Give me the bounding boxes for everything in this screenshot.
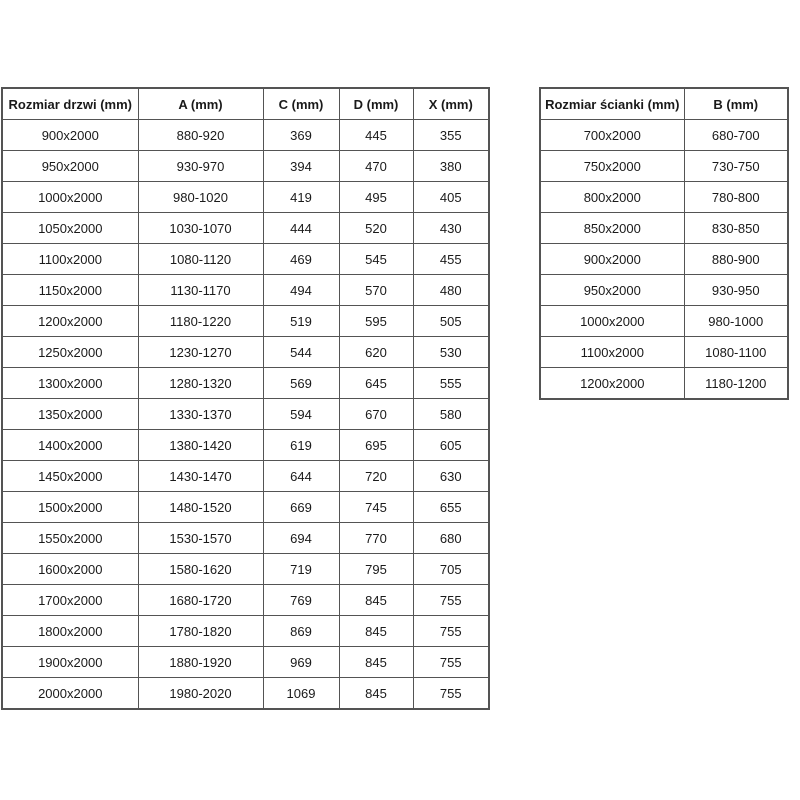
table-cell: 669 xyxy=(263,492,339,523)
table-cell: 700x2000 xyxy=(540,120,684,151)
wall-table-header-row xyxy=(540,88,788,120)
table-cell: 1000x2000 xyxy=(540,306,684,337)
table-cell: 555 xyxy=(413,368,489,399)
table-cell: 1200x2000 xyxy=(540,368,684,400)
table-cell: 1980-2020 xyxy=(138,678,263,710)
table-cell: 1680-1720 xyxy=(138,585,263,616)
table-row xyxy=(2,523,489,554)
table-cell: 730-750 xyxy=(684,151,788,182)
table-cell: 950x2000 xyxy=(540,275,684,306)
table-row xyxy=(2,492,489,523)
table-cell: 850x2000 xyxy=(540,213,684,244)
table-cell: 1880-1920 xyxy=(138,647,263,678)
table-row xyxy=(2,275,489,306)
table-cell: 980-1000 xyxy=(684,306,788,337)
table-cell: 530 xyxy=(413,337,489,368)
table-cell: 680 xyxy=(413,523,489,554)
table-row xyxy=(540,151,788,182)
table-cell: 830-850 xyxy=(684,213,788,244)
table-cell: 1180-1220 xyxy=(138,306,263,337)
table-cell: 380 xyxy=(413,151,489,182)
table-cell: 845 xyxy=(339,647,413,678)
table-row xyxy=(2,554,489,585)
table-cell: 1300x2000 xyxy=(2,368,138,399)
table-cell: 445 xyxy=(339,120,413,151)
table-cell: 2000x2000 xyxy=(2,678,138,710)
table-row xyxy=(540,368,788,400)
table-row xyxy=(540,120,788,151)
table-cell: 750x2000 xyxy=(540,151,684,182)
wall-size-table xyxy=(539,87,789,400)
table-cell: 1400x2000 xyxy=(2,430,138,461)
door-table-header-a: A (mm) xyxy=(138,88,263,120)
table-cell: 1280-1320 xyxy=(138,368,263,399)
table-cell: 594 xyxy=(263,399,339,430)
table-cell: 544 xyxy=(263,337,339,368)
door-table-header-size: Rozmiar drzwi (mm) xyxy=(2,88,138,120)
table-cell: 545 xyxy=(339,244,413,275)
table-row xyxy=(540,275,788,306)
door-table-body xyxy=(2,120,489,710)
table-cell: 1780-1820 xyxy=(138,616,263,647)
table-cell: 745 xyxy=(339,492,413,523)
table-cell: 930-950 xyxy=(684,275,788,306)
table-cell: 755 xyxy=(413,678,489,710)
table-cell: 1100x2000 xyxy=(2,244,138,275)
table-cell: 1550x2000 xyxy=(2,523,138,554)
table-row xyxy=(2,399,489,430)
table-row xyxy=(2,306,489,337)
table-cell: 755 xyxy=(413,647,489,678)
table-row xyxy=(2,182,489,213)
table-cell: 519 xyxy=(263,306,339,337)
door-table-header-row xyxy=(2,88,489,120)
table-cell: 495 xyxy=(339,182,413,213)
table-cell: 1050x2000 xyxy=(2,213,138,244)
table-cell: 969 xyxy=(263,647,339,678)
table-cell: 1200x2000 xyxy=(2,306,138,337)
table-cell: 470 xyxy=(339,151,413,182)
table-cell: 680-700 xyxy=(684,120,788,151)
table-cell: 1130-1170 xyxy=(138,275,263,306)
table-cell: 845 xyxy=(339,616,413,647)
table-cell: 900x2000 xyxy=(2,120,138,151)
table-cell: 644 xyxy=(263,461,339,492)
table-cell: 1500x2000 xyxy=(2,492,138,523)
table-cell: 780-800 xyxy=(684,182,788,213)
door-size-table xyxy=(1,87,490,710)
table-row xyxy=(2,678,489,710)
table-cell: 595 xyxy=(339,306,413,337)
table-row xyxy=(2,151,489,182)
table-cell: 605 xyxy=(413,430,489,461)
table-cell: 1380-1420 xyxy=(138,430,263,461)
table-row xyxy=(540,337,788,368)
table-cell: 1800x2000 xyxy=(2,616,138,647)
table-cell: 1330-1370 xyxy=(138,399,263,430)
table-cell: 1080-1100 xyxy=(684,337,788,368)
table-cell: 900x2000 xyxy=(540,244,684,275)
table-cell: 1900x2000 xyxy=(2,647,138,678)
table-row xyxy=(2,368,489,399)
table-row xyxy=(2,616,489,647)
table-cell: 520 xyxy=(339,213,413,244)
table-cell: 980-1020 xyxy=(138,182,263,213)
door-table-header-c: C (mm) xyxy=(263,88,339,120)
table-cell: 394 xyxy=(263,151,339,182)
table-cell: 570 xyxy=(339,275,413,306)
table-cell: 469 xyxy=(263,244,339,275)
table-cell: 1700x2000 xyxy=(2,585,138,616)
table-cell: 845 xyxy=(339,678,413,710)
table-cell: 430 xyxy=(413,213,489,244)
table-cell: 1430-1470 xyxy=(138,461,263,492)
table-cell: 930-970 xyxy=(138,151,263,182)
table-cell: 494 xyxy=(263,275,339,306)
table-row xyxy=(2,430,489,461)
table-cell: 1069 xyxy=(263,678,339,710)
table-cell: 800x2000 xyxy=(540,182,684,213)
table-cell: 1150x2000 xyxy=(2,275,138,306)
table-cell: 505 xyxy=(413,306,489,337)
table-cell: 795 xyxy=(339,554,413,585)
table-cell: 705 xyxy=(413,554,489,585)
table-row xyxy=(2,585,489,616)
wall-table-header-size: Rozmiar ścianki (mm) xyxy=(540,88,684,120)
table-cell: 1230-1270 xyxy=(138,337,263,368)
door-table-header-x: X (mm) xyxy=(413,88,489,120)
table-cell: 755 xyxy=(413,616,489,647)
table-cell: 355 xyxy=(413,120,489,151)
table-cell: 869 xyxy=(263,616,339,647)
table-cell: 1250x2000 xyxy=(2,337,138,368)
table-cell: 1080-1120 xyxy=(138,244,263,275)
table-cell: 480 xyxy=(413,275,489,306)
table-cell: 444 xyxy=(263,213,339,244)
table-row xyxy=(540,244,788,275)
table-row xyxy=(2,337,489,368)
table-row xyxy=(2,647,489,678)
table-row xyxy=(540,213,788,244)
table-cell: 694 xyxy=(263,523,339,554)
table-cell: 645 xyxy=(339,368,413,399)
table-cell: 1580-1620 xyxy=(138,554,263,585)
table-cell: 720 xyxy=(339,461,413,492)
wall-table-header-b: B (mm) xyxy=(684,88,788,120)
table-cell: 695 xyxy=(339,430,413,461)
table-cell: 655 xyxy=(413,492,489,523)
table-cell: 880-900 xyxy=(684,244,788,275)
table-cell: 1180-1200 xyxy=(684,368,788,400)
table-cell: 670 xyxy=(339,399,413,430)
table-row xyxy=(2,244,489,275)
table-cell: 880-920 xyxy=(138,120,263,151)
table-row xyxy=(2,120,489,151)
table-cell: 619 xyxy=(263,430,339,461)
wall-table-body xyxy=(540,120,788,400)
table-cell: 1450x2000 xyxy=(2,461,138,492)
table-cell: 580 xyxy=(413,399,489,430)
table-cell: 405 xyxy=(413,182,489,213)
table-cell: 950x2000 xyxy=(2,151,138,182)
table-cell: 845 xyxy=(339,585,413,616)
table-cell: 719 xyxy=(263,554,339,585)
table-cell: 1530-1570 xyxy=(138,523,263,554)
table-row xyxy=(540,306,788,337)
table-cell: 455 xyxy=(413,244,489,275)
table-row xyxy=(2,461,489,492)
table-cell: 755 xyxy=(413,585,489,616)
table-cell: 569 xyxy=(263,368,339,399)
table-cell: 630 xyxy=(413,461,489,492)
table-cell: 620 xyxy=(339,337,413,368)
table-cell: 419 xyxy=(263,182,339,213)
table-cell: 1030-1070 xyxy=(138,213,263,244)
table-cell: 1100x2000 xyxy=(540,337,684,368)
table-cell: 369 xyxy=(263,120,339,151)
table-row xyxy=(2,213,489,244)
table-row xyxy=(540,182,788,213)
table-cell: 1000x2000 xyxy=(2,182,138,213)
table-cell: 1480-1520 xyxy=(138,492,263,523)
door-table-header-d: D (mm) xyxy=(339,88,413,120)
table-cell: 1600x2000 xyxy=(2,554,138,585)
table-cell: 1350x2000 xyxy=(2,399,138,430)
table-cell: 770 xyxy=(339,523,413,554)
table-cell: 769 xyxy=(263,585,339,616)
